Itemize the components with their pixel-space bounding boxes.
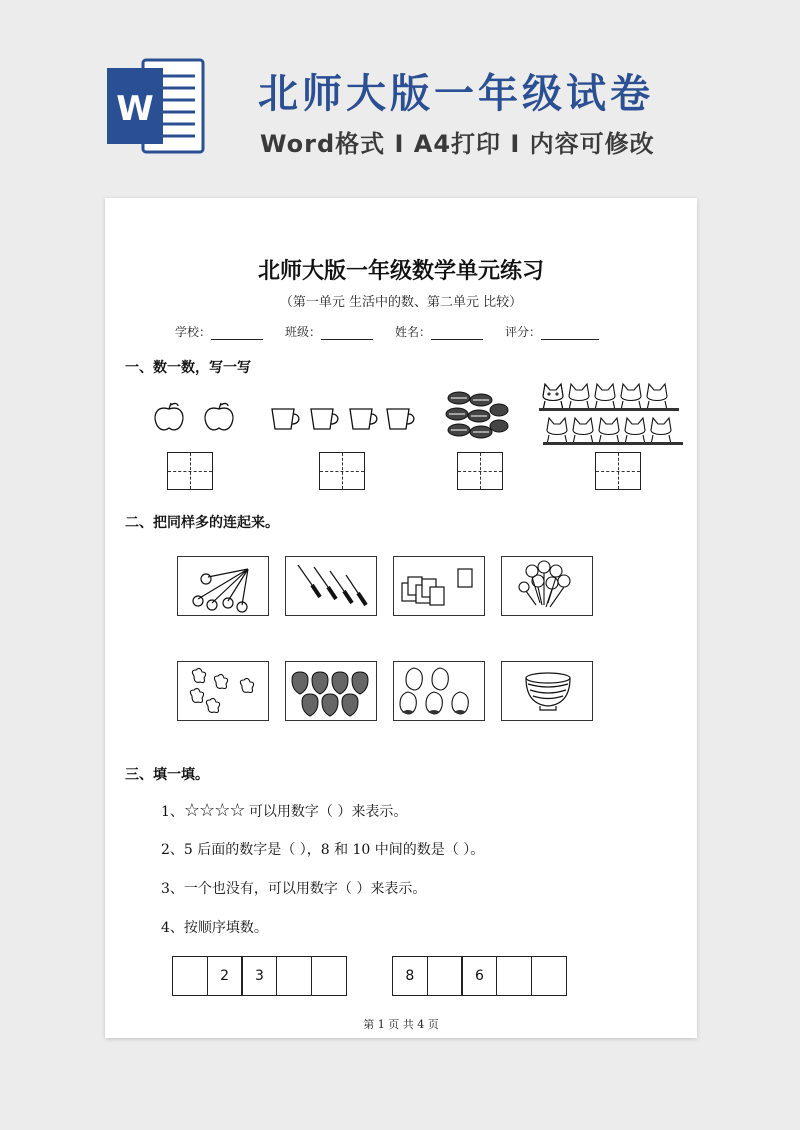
name-field[interactable]: 姓名： xyxy=(395,323,483,340)
flowers-picture[interactable] xyxy=(177,661,269,721)
cups-picture xyxy=(269,405,419,435)
sequence-cell[interactable] xyxy=(311,956,347,996)
question-4: 4、按顺序填数。 xyxy=(161,920,268,936)
books-picture[interactable] xyxy=(393,556,485,616)
worksheet-page xyxy=(105,198,697,1038)
banner-subtitle: Word格式 I A4打印 I 内容可修改 xyxy=(260,130,655,158)
count-answer-box-cats[interactable] xyxy=(595,452,641,490)
count-answer-box-nuts[interactable] xyxy=(457,452,503,490)
svg-text:W: W xyxy=(116,89,154,129)
section-3-title: 三、填一填。 xyxy=(125,767,209,783)
sequence-cell: 8 xyxy=(392,956,428,996)
sequence-row-b xyxy=(393,956,567,996)
sequence-cell[interactable] xyxy=(496,956,532,996)
peaches-picture[interactable] xyxy=(393,661,485,721)
question-1: 1、☆☆☆☆ 可以用数字（ ）来表示。 xyxy=(161,800,408,821)
school-field[interactable]: 学校： xyxy=(175,323,263,340)
count-answer-box-apples[interactable] xyxy=(167,452,213,490)
score-field[interactable]: 评分： xyxy=(505,323,599,340)
sequence-cell[interactable] xyxy=(531,956,567,996)
count-answer-box-cups[interactable] xyxy=(319,452,365,490)
strawberries-picture[interactable] xyxy=(285,661,377,721)
sequence-cell[interactable] xyxy=(427,956,463,996)
balloons-picture[interactable] xyxy=(501,556,593,616)
question-3: 3、一个也没有，可以用数字（ ）来表示。 xyxy=(161,881,427,897)
bowls-picture[interactable] xyxy=(501,661,593,721)
sequence-cell: 6 xyxy=(461,956,497,996)
student-info-row xyxy=(175,323,695,340)
sequence-row-a xyxy=(173,956,347,996)
question-2: 2、5 后面的数字是（ ），8 和 10 中间的数是（ ）。 xyxy=(161,842,485,858)
sequence-cell: 2 xyxy=(207,956,243,996)
cats-picture xyxy=(539,380,689,448)
section-2-title: 二、把同样多的连起来。 xyxy=(125,515,279,531)
worksheet-subtitle: （第一单元 生活中的数、第二单元 比较） xyxy=(279,295,523,310)
apples-picture xyxy=(151,401,243,433)
worksheet-title: 北师大版一年级数学单元练习 xyxy=(257,259,544,284)
sequence-cell[interactable] xyxy=(172,956,208,996)
class-field[interactable]: 班级： xyxy=(285,323,373,340)
cherries-picture[interactable] xyxy=(177,556,269,616)
sequence-cell[interactable] xyxy=(276,956,312,996)
nuts-picture xyxy=(445,390,509,444)
word-doc-icon xyxy=(105,58,205,154)
section-1-title: 一、数一数，写一写 xyxy=(125,360,251,376)
banner-title: 北师大版一年级试卷 xyxy=(258,71,654,117)
sequence-cell: 3 xyxy=(241,956,277,996)
stars-icon: ☆☆☆☆ xyxy=(183,800,245,821)
knives-picture[interactable] xyxy=(285,556,377,616)
page-footer: 第 1 页 共 4 页 xyxy=(363,1018,439,1031)
